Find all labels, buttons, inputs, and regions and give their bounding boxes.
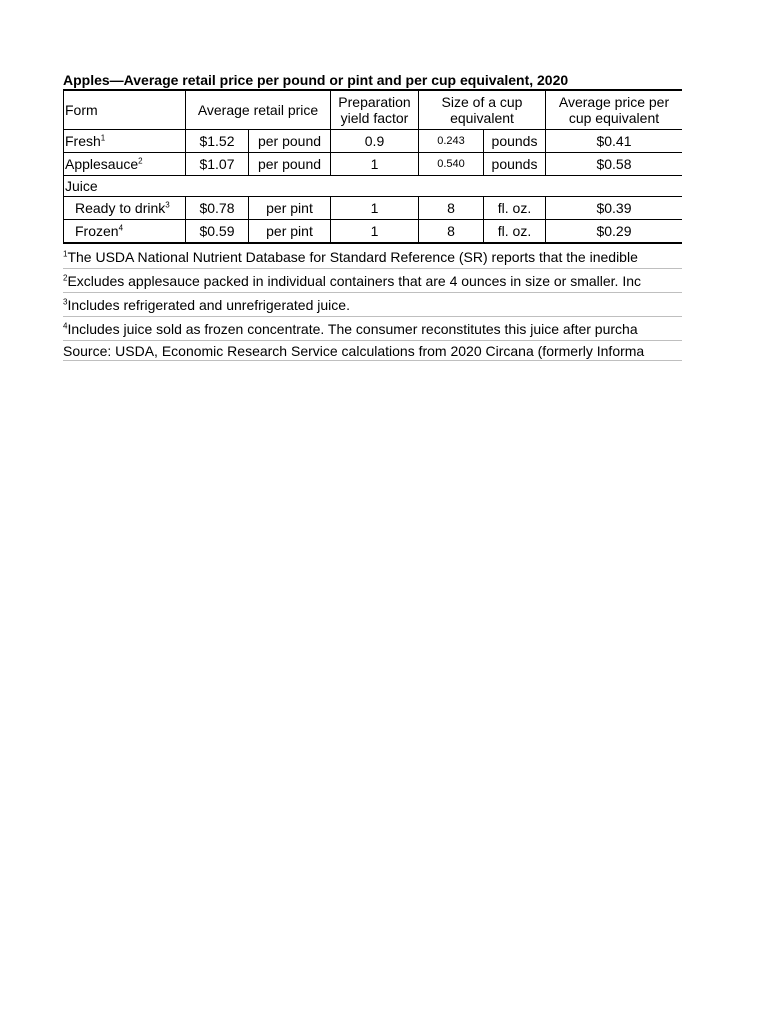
cup-unit-cell: pounds xyxy=(484,130,546,153)
yield-cell: 0.9 xyxy=(331,130,419,153)
table-title: Apples—Average retail price per pound or pint and per cup equivalent, 2020 xyxy=(63,72,569,88)
price-per-cup-cell: $0.58 xyxy=(546,153,683,176)
yield-cell: 1 xyxy=(331,153,419,176)
price-per-cup-cell: $0.41 xyxy=(546,130,683,153)
cup-unit-cell: pounds xyxy=(484,153,546,176)
footnote-1: $^1$The USDA National Nutrient Database for Standard Reference (SR) reports that the inedible xyxy=(63,244,682,269)
table-row xyxy=(64,220,683,244)
form-cell: Fresh$^1$ xyxy=(64,130,186,153)
price-per-cup-cell: $0.39 xyxy=(546,197,683,220)
price-unit-cell: per pint xyxy=(249,220,331,244)
price-per-cup-cell: $0.29 xyxy=(546,220,683,244)
price-cell: $1.07 xyxy=(186,153,249,176)
source-note: Source: USDA, Economic Research Service calculations from 2020 Circana (formerly Informa xyxy=(63,341,682,361)
yield-cell: 1 xyxy=(331,197,419,220)
header-yield-factor: Preparation yield factor xyxy=(331,90,419,130)
footnote-3: $^3$Includes refrigerated and unrefrigerated juice. xyxy=(63,293,682,317)
cup-size-cell: 8 xyxy=(419,197,484,220)
price-cell: $0.78 xyxy=(186,197,249,220)
table-row xyxy=(64,197,683,220)
price-cell: $0.59 xyxy=(186,220,249,244)
footnotes xyxy=(63,244,682,361)
price-table xyxy=(63,89,682,244)
price-unit-cell: per pint xyxy=(249,197,331,220)
table-row xyxy=(64,153,683,176)
yield-cell: 1 xyxy=(331,220,419,244)
price-cell: $1.52 xyxy=(186,130,249,153)
header-row xyxy=(64,90,683,130)
spreadsheet-area xyxy=(63,72,682,361)
form-cell: Frozen$^4$ xyxy=(64,220,186,244)
cup-unit-cell: fl. oz. xyxy=(484,220,546,244)
group-row-juice xyxy=(64,176,683,197)
form-cell: Ready to drink$^3$ xyxy=(64,197,186,220)
footnote-2: $^2$Excludes applesauce packed in individual containers that are 4 ounces in size or smaller. Inc xyxy=(63,269,682,293)
form-cell: Applesauce$^2$ xyxy=(64,153,186,176)
cup-unit-cell: fl. oz. xyxy=(484,197,546,220)
cup-size-cell: 8 xyxy=(419,220,484,244)
table-row xyxy=(64,130,683,153)
cup-size-cell: 0.540 xyxy=(419,153,484,176)
cup-size-cell: 0.243 xyxy=(419,130,484,153)
header-retail-price: Average retail price xyxy=(186,90,331,130)
group-label: Juice xyxy=(64,176,683,197)
header-cup-size: Size of a cup equivalent xyxy=(419,90,546,130)
price-unit-cell: per pound xyxy=(249,130,331,153)
header-form: Form xyxy=(64,90,186,130)
footnote-4: $^4$Includes juice sold as frozen concentrate. The consumer reconstitutes this juice after purcha xyxy=(63,317,682,341)
header-price-per-cup: Average price per cup equivalent xyxy=(546,90,683,130)
price-unit-cell: per pound xyxy=(249,153,331,176)
